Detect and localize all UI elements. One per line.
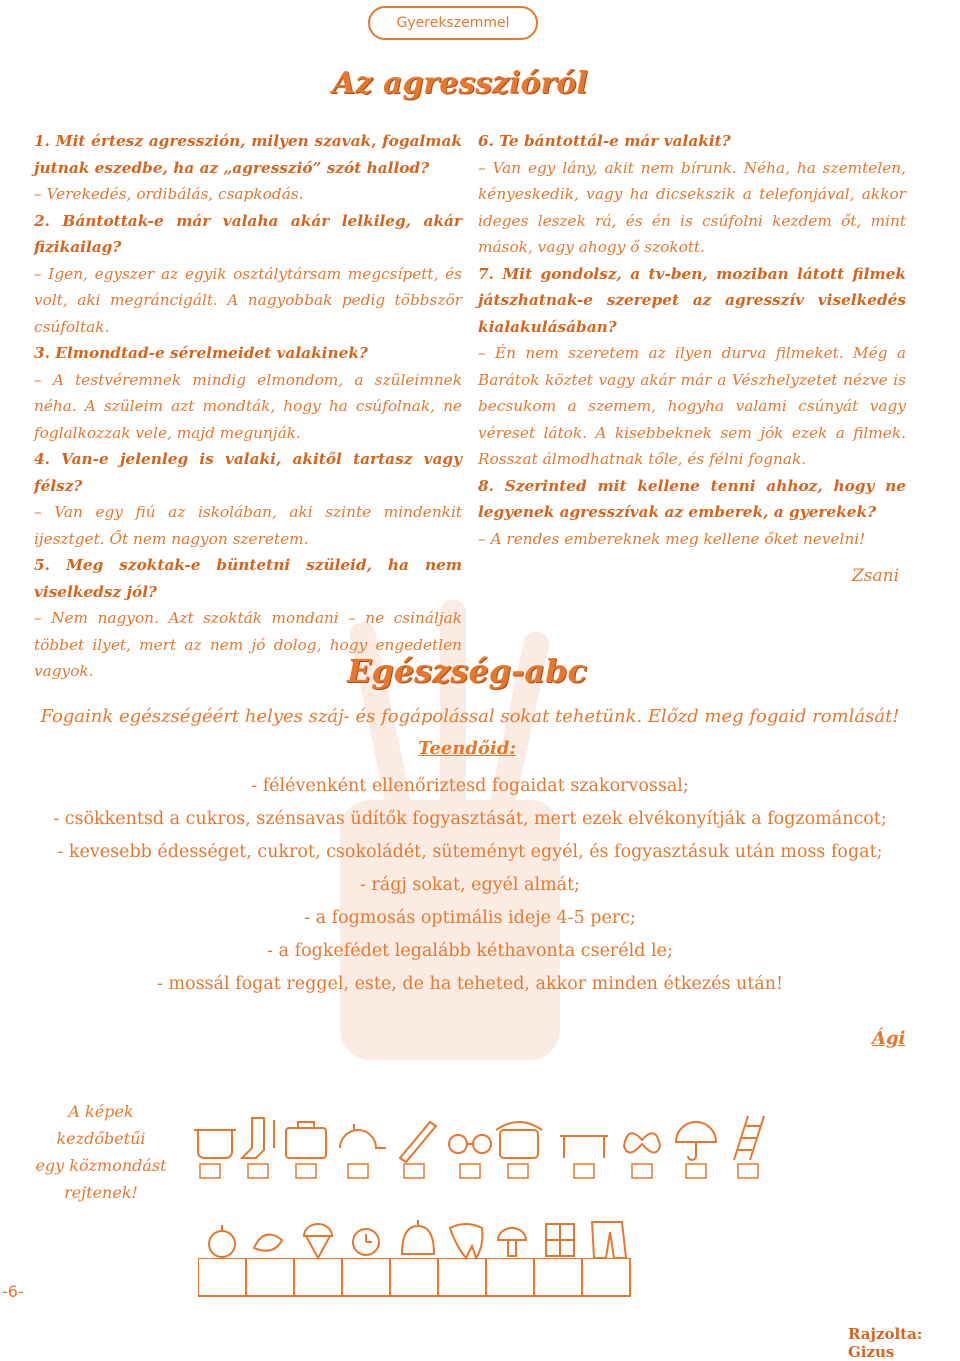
- trousers-icon: [592, 1222, 626, 1258]
- tips-list: [40, 770, 900, 1001]
- ladder-icon: [734, 1116, 764, 1160]
- ice-cream-icon: [304, 1224, 332, 1258]
- interview-answer: – A rendes embereknek meg kellene őket nevelni!: [478, 529, 866, 548]
- tip-item: - a fogmosás optimális ideje 4-5 perc;: [304, 908, 636, 928]
- interview-answer: – Igen, egyszer az egyik osztálytársam megcsípett, és volt, aki megráncigált. A nagyobbak pedig többször csúfoltak.: [34, 264, 462, 336]
- pot-icon: [194, 1130, 236, 1158]
- glasses-icon: [449, 1135, 491, 1153]
- puzzle-bottom-icons: [198, 1214, 638, 1260]
- tip-item: - a fogkefédet legalább kéthavonta cseréld le;: [267, 941, 673, 961]
- alarm-clock-icon: [353, 1229, 379, 1255]
- todo-heading: Teendőid:: [418, 738, 516, 759]
- interview-question: 7. Mit gondolsz, a tv-ben, moziban látott filmek játszhatnak-e szerepet az agresszív viselkedés kialakulásában?: [478, 264, 906, 336]
- interview-question: 6. Te bántottál-e már valakit?: [478, 132, 731, 150]
- interview-question: 3. Elmondtad-e sérelmeidet valakinek?: [34, 344, 368, 362]
- butterfly-icon: [624, 1133, 660, 1152]
- cap-icon: [340, 1124, 386, 1148]
- interview-question: 2. Bántottak-e már valaha akár lelkileg, akár fizikailag?: [34, 211, 462, 256]
- author-signature: Zsani: [852, 566, 900, 586]
- interview-answer: – Van egy lány, akit nem bírunk. Néha, ha szemtelen, kényeskedik, vagy ha dicsekszik a telefonjával, akkor ideges leszek rá, és én is csúfolni kezdem őt, mint mások, vagy ahogy ő szokott.: [478, 158, 906, 256]
- article-title: Az agresszióról: [332, 66, 588, 101]
- interview-answer: – A testvéremnek mindig elmondom, a szüleimnek néha. A szüleim azt mondták, hogy ha csúfolnak, ne foglalkozzak vele, majd megunják.: [34, 370, 462, 442]
- bird-icon: [254, 1235, 282, 1251]
- interview-answer: – Verekedés, ordibálás, csapkodás.: [34, 185, 304, 203]
- pen-icon: [400, 1122, 436, 1162]
- tip-item: - félévenként ellenőriztesd fogaidat szakorvossal;: [251, 776, 689, 796]
- puzzle-line: egy közmondást: [35, 1156, 167, 1175]
- umbrella-icon: [676, 1122, 716, 1160]
- interview-question: 1. Mit értesz agresszión, milyen szavak, fogalmak jutnak eszedbe, ha az „agresszió” szót hallod?: [34, 132, 462, 177]
- health-intro: Fogaink egészségéért helyes száj- és fogápolással sokat tehetünk. Előzd meg fogaid romlását!: [40, 706, 900, 727]
- page-number: -6-: [2, 1282, 24, 1301]
- tip-item: - rágj sokat, egyél almát;: [359, 875, 581, 895]
- socks-icon: [242, 1118, 274, 1158]
- bell-icon: [402, 1220, 434, 1254]
- interview-answer: – Van egy fiú az iskolában, aki szinte mindenkit ijesztget. Őt nem nagyon szeretem.: [34, 503, 462, 548]
- interview-question: 4. Van-e jelenleg is valaki, akitől tartasz vagy félsz?: [34, 450, 462, 495]
- health-title: Egészség-abc: [347, 652, 587, 690]
- puzzle-bottom-grid: [198, 1258, 638, 1298]
- interview-right-column: [478, 128, 906, 552]
- window-icon: [546, 1224, 574, 1256]
- interview-question: 8. Szerinted mit kellene tenni ahhoz, hogy ne legyenek agresszívak az emberek, a gyerekek?: [478, 476, 906, 521]
- interview-answer: – Nem nagyon. Azt szokták mondani – ne csináljak többet ilyet, mert az nem jó dolog, hogy engedetlen vagyok.: [34, 609, 462, 680]
- table-icon: [560, 1136, 608, 1158]
- puzzle-instruction: [26, 1098, 176, 1206]
- letter-boxes: [200, 1164, 758, 1178]
- interview-question: 5. Meg szoktak-e büntetni szüleid, ha nem viselkedsz jól?: [34, 556, 462, 601]
- suitcase-icon: [286, 1122, 326, 1158]
- telephone-icon: [496, 1122, 542, 1158]
- interview-answer: – Én nem szeretem az ilyen durva filmeket. Még a Barátok köztet vagy akár már a Vészhelyzetet nézve is becsukom a szemem, hogyha valami csúnyát vagy véreset látok. A kisebbeknek sem jók ezek a filmek. Rosszat álmodhatnak tőle, és félni fognak.: [478, 344, 906, 468]
- puzzle-top-row: [190, 1100, 910, 1180]
- tooth-icon: [450, 1224, 482, 1258]
- tip-item: - kevesebb édességet, cukrot, csokoládét, süteményt egyél, és fogyasztásuk után moss fogat;: [57, 842, 883, 862]
- health-signature: Ági: [872, 1028, 906, 1049]
- illustrator-credit: Rajzolta: Gizus: [848, 1325, 923, 1361]
- tip-item: - mossál fogat reggel, este, de ha teheted, akkor minden étkezés után!: [156, 974, 784, 994]
- tip-item: - csökkentsd a cukros, szénsavas üdítők fogyasztását, mert ezek elvékonyítják a fogzománcot;: [53, 809, 887, 829]
- puzzle-line: rejtenek!: [64, 1183, 138, 1202]
- mushroom-icon: [498, 1228, 526, 1256]
- apple-icon: [209, 1225, 235, 1257]
- puzzle-line: A képek kezdőbetűi: [56, 1102, 146, 1148]
- section-badge: Gyerekszemmel: [368, 6, 538, 40]
